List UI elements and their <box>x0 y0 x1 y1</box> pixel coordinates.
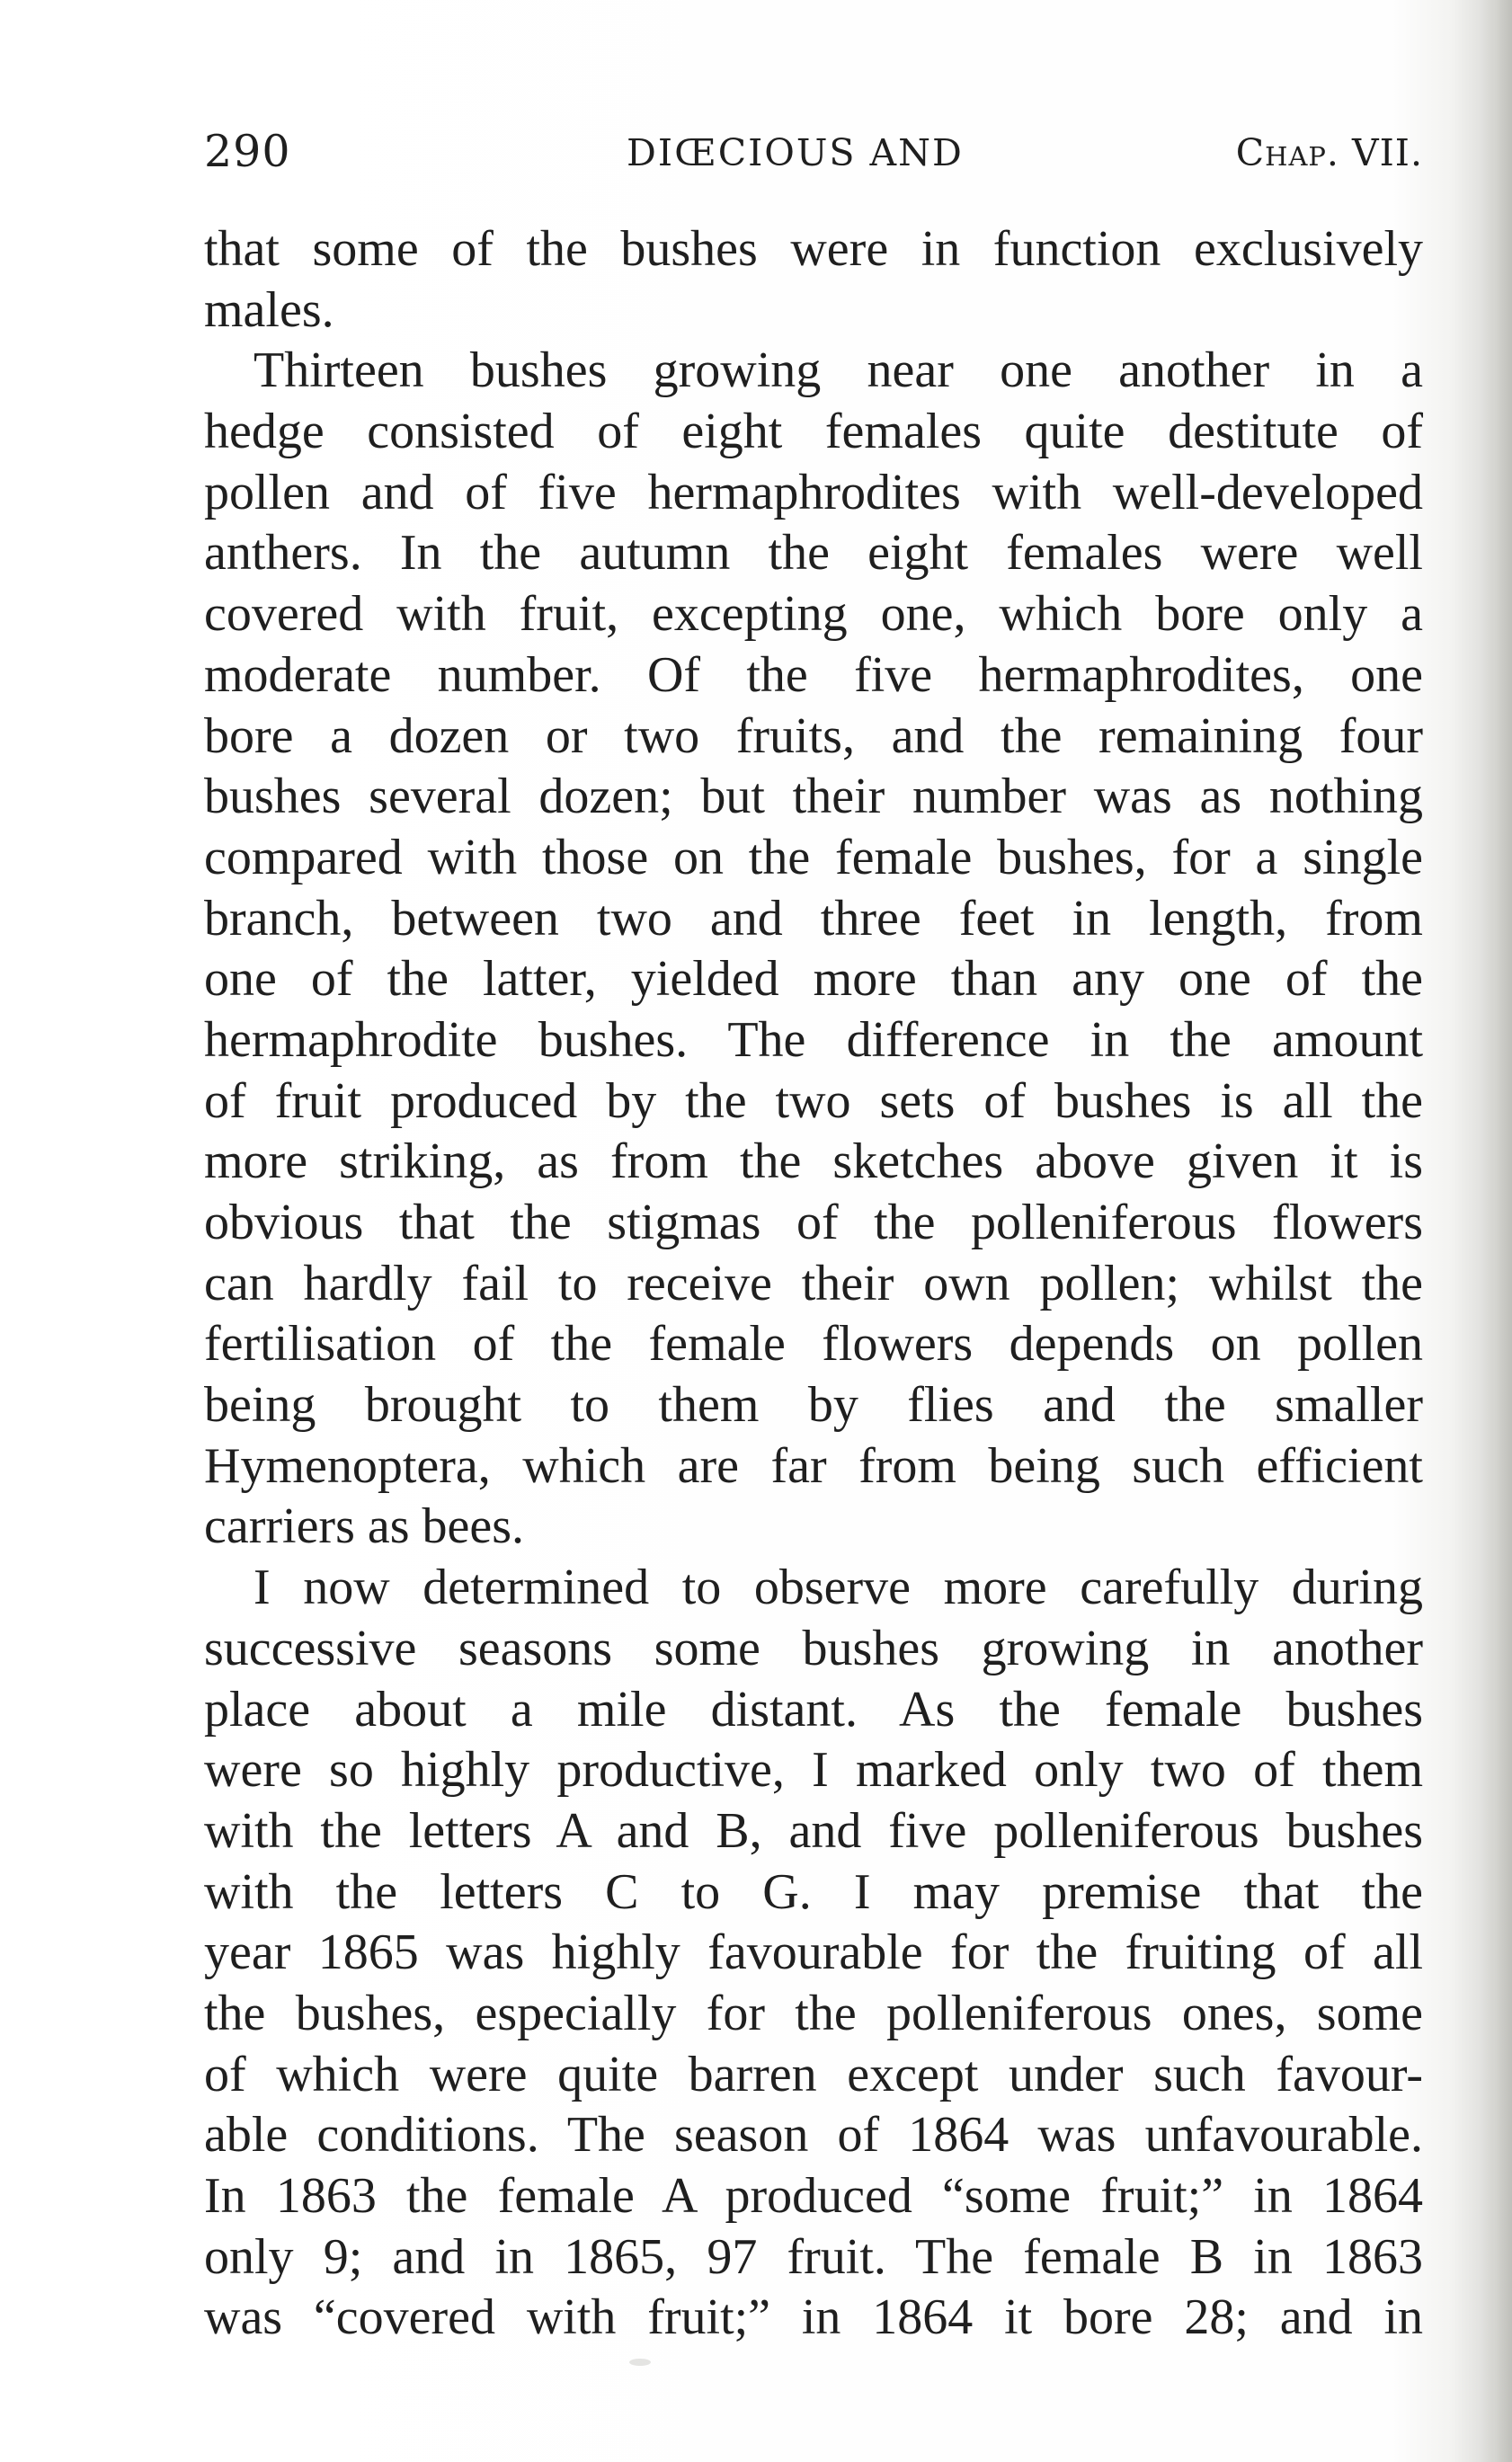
text-line: bushes several dozen; but their number was as nothing <box>204 769 1423 825</box>
text-line: I now determined to observe more carefully during <box>253 1560 1423 1616</box>
text-line: covered with fruit, excepting one, which bore only a <box>204 586 1423 643</box>
chapter-label: Chap. VII. <box>1235 131 1423 174</box>
text-line: Thirteen bushes growing near one another in a <box>253 342 1423 399</box>
text-line: hedge consisted of eight females quite destitute of <box>204 404 1423 460</box>
text-line: with the letters A and B, and five polleniferous bushes <box>204 1802 1423 1859</box>
paper-mark <box>629 2359 651 2366</box>
text-line: being brought to them by flies and the smaller <box>204 1377 1423 1434</box>
running-header <box>204 126 1423 180</box>
text-line: bore a dozen or two fruits, and the remaining four <box>204 707 1423 764</box>
text-line: pollen and of five hermaphrodites with well-developed <box>204 464 1423 520</box>
text-line: were so highly productive, I marked only two of them <box>204 1742 1423 1799</box>
text-line: hermaphrodite bushes. The difference in the amount <box>204 1011 1423 1068</box>
text-line: males. <box>204 281 334 338</box>
body-text <box>204 219 1423 2349</box>
text-line: of which were quite barren except under such favour- <box>204 2046 1423 2102</box>
text-line: successive seasons some bushes growing in another <box>204 1620 1423 1676</box>
text-line: fertilisation of the female flowers depends on pollen <box>204 1316 1423 1373</box>
text-line: branch, between two and three feet in length, from <box>204 890 1423 947</box>
text-line: Hymenoptera, which are far from being such efficient <box>204 1437 1423 1494</box>
text-line: with the letters C to G. I may premise that the <box>204 1863 1423 1920</box>
text-line: that some of the bushes were in function exclusively <box>204 221 1423 277</box>
page-number: 290 <box>204 126 291 177</box>
running-title: DIŒCIOUS AND <box>627 131 964 174</box>
text-line: anthers. In the autumn the eight females were well <box>204 525 1423 582</box>
text-line: of fruit produced by the two sets of bushes is all the <box>204 1072 1423 1129</box>
text-line: moderate number. Of the five hermaphrodites, one <box>204 646 1423 703</box>
page-gutter-shadow <box>1481 0 1512 2462</box>
text-line: only 9; and in 1865, 97 fruit. The female B in 1863 <box>204 2228 1423 2285</box>
text-line: more striking, as from the sketches above given it is <box>204 1133 1423 1190</box>
text-line: place about a mile distant. As the female bushes <box>204 1681 1423 1738</box>
text-line: carriers as bees. <box>204 1498 525 1555</box>
text-line: can hardly fail to receive their own pollen; whilst the <box>204 1255 1423 1311</box>
text-line: In 1863 the female A produced “some fruit;” in 1864 <box>204 2168 1423 2224</box>
text-line: compared with those on the female bushes, for a single <box>204 829 1423 885</box>
text-line: obvious that the stigmas of the polleniferous flowers <box>204 1195 1423 1250</box>
text-line: year 1865 was highly favourable for the fruiting of all <box>204 1924 1423 1981</box>
text-line: one of the latter, yielded more than any one of the <box>204 951 1423 1008</box>
text-line: was “covered with fruit;” in 1864 it bore 28; and in <box>204 2289 1423 2346</box>
text-line: able conditions. The season of 1864 was unfavourable. <box>204 2107 1423 2164</box>
text-line: the bushes, especially for the polleniferous ones, some <box>204 1985 1423 2041</box>
